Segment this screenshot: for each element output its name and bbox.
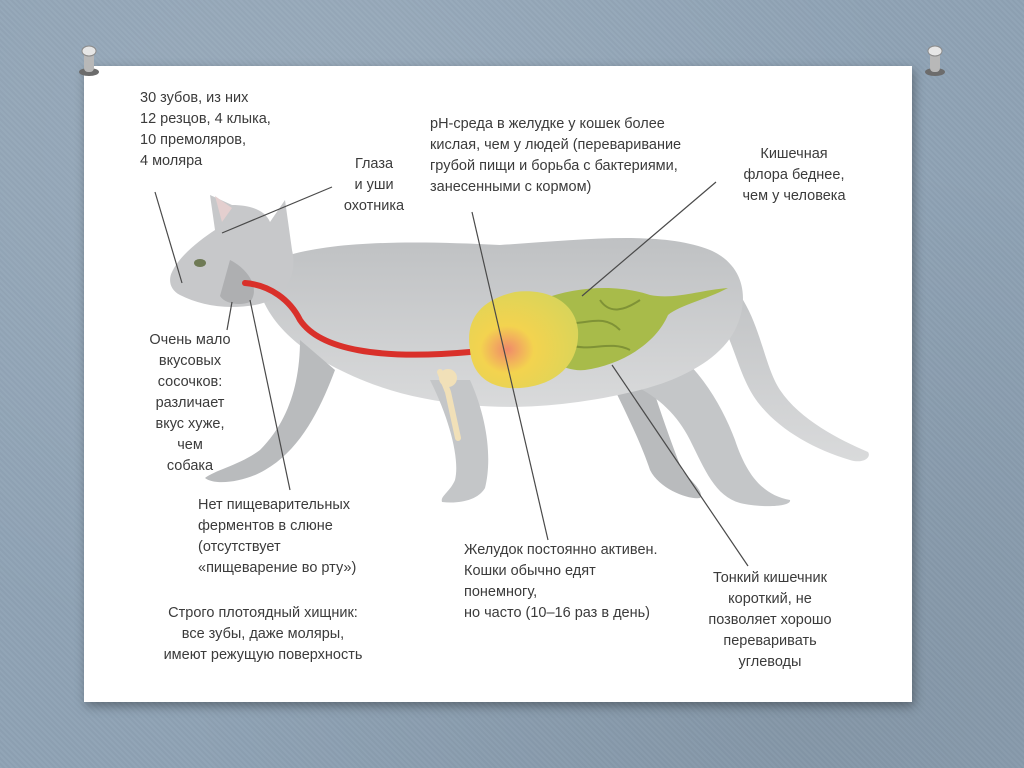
taste-buds-label: Очень мало вкусовых сосочков: различает вкус хуже, чем собака — [149, 332, 231, 474]
cat-eye — [194, 259, 206, 267]
stomach-activity-label: Желудок постоянно активен. Кошки обычно едят понемногу, но часто (10–16 раз в день) — [464, 542, 658, 621]
saliva-enzymes-label: Нет пищеварительных ферментов в слюне (отсутствует «пищеварение во рту») — [198, 497, 357, 576]
eyes-ears-label: Глаза и уши охотника — [343, 156, 405, 214]
teeth-count-label: 30 зубов, из них 12 резцов, 4 клыка, 10 премоляров, 4 моляра — [140, 90, 271, 169]
small-intestine-label: Тонкий кишечник короткий, не позволяет хорошо переваривать углеводы — [708, 570, 832, 670]
carnivore-label: Строго плотоядный хищник: все зубы, даже моляры, имеют режущую поверхность — [163, 605, 363, 663]
stomach-ph-label: pH-среда в желудке у кошек более кислая, чем у людей (переваривание грубой пищи и борьба с бактериями, занесенными с кормом) — [430, 116, 682, 195]
intestinal-flora-label: Кишечная флора беднее, чем у человека — [742, 146, 846, 204]
